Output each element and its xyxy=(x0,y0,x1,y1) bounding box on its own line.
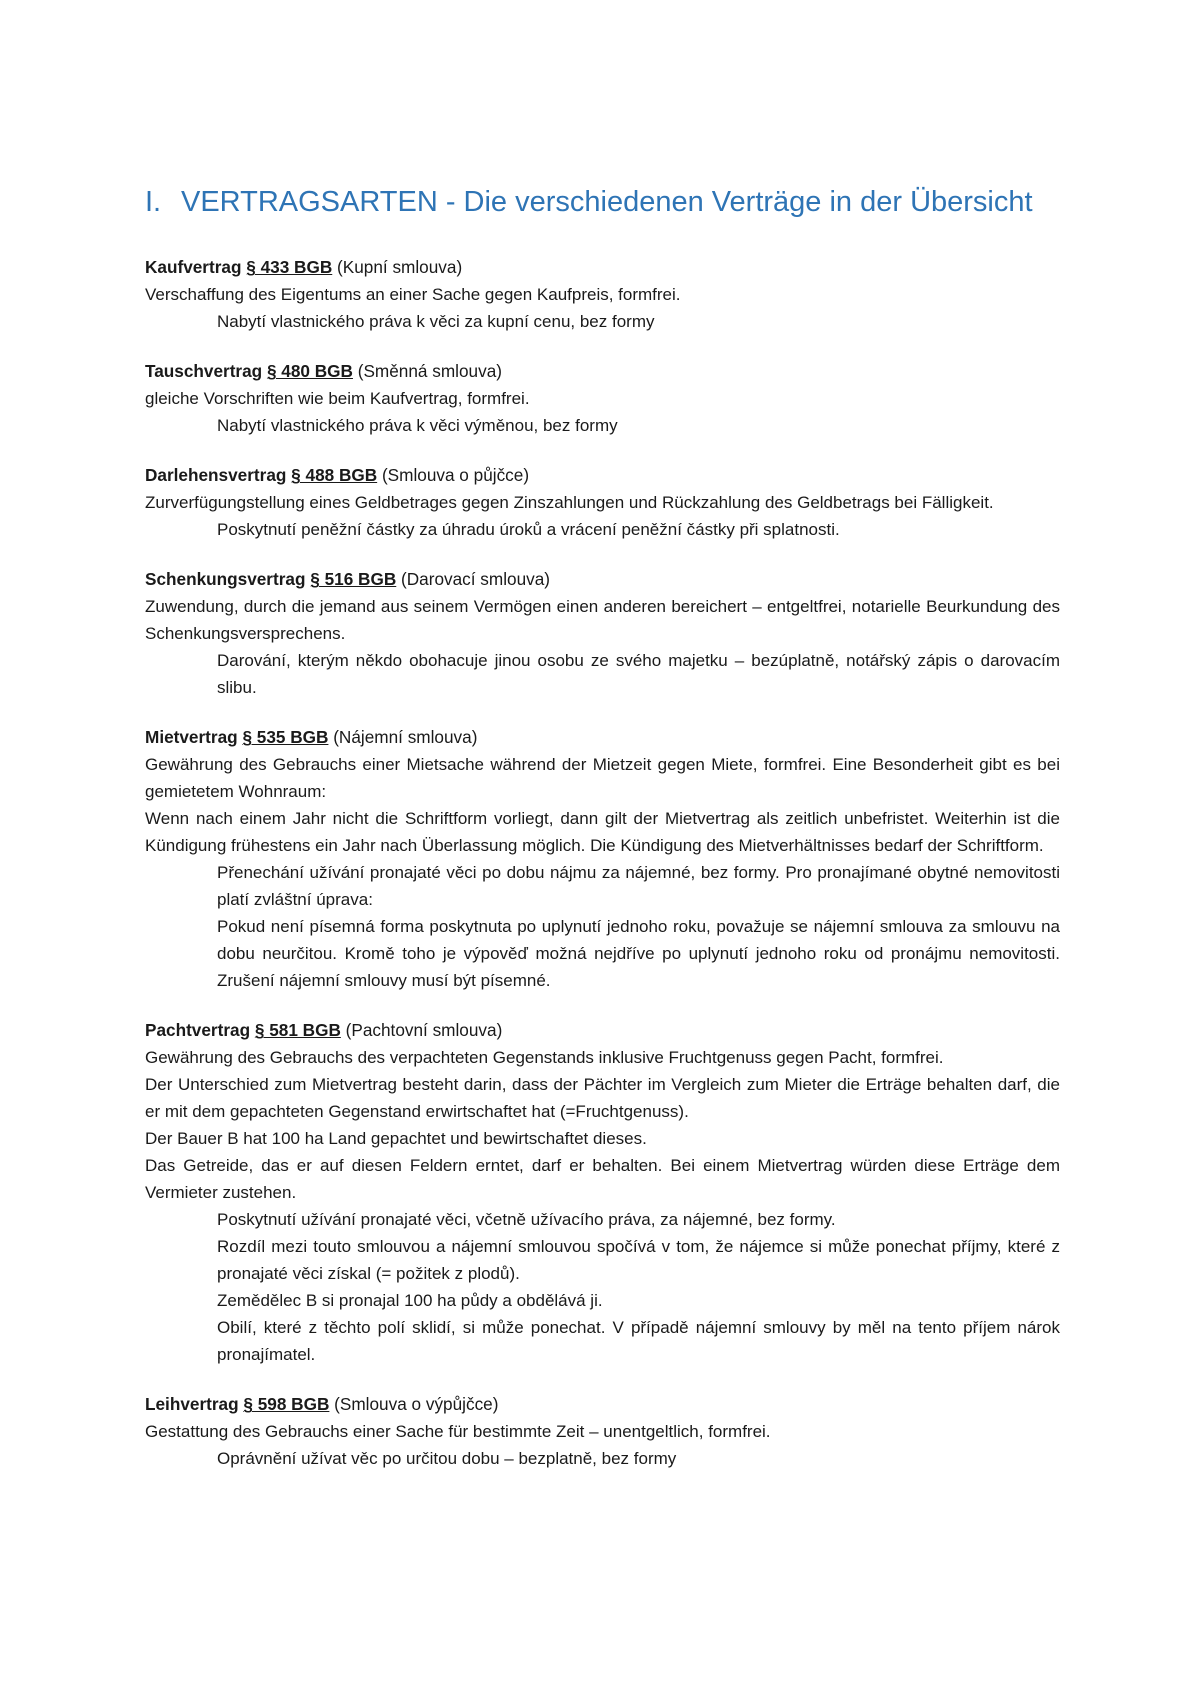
german-description: Gewährung des Gebrauchs des verpachteten Gegenstands inklusive Fruchtgenuss gegen Pacht, formfrei. xyxy=(145,1048,944,1067)
contract-section xyxy=(145,724,1060,994)
contract-name: Tauschvertrag xyxy=(145,361,263,381)
german-description: Das Getreide, das er auf diesen Feldern erntet, darf er behalten. Bei einem Mietvertrag würden diese Erträge dem Vermieter zustehen. xyxy=(145,1156,1060,1202)
czech-translation: Poskytnutí užívání pronajaté věci, včetně užívacího práva, za nájemné, bez formy. xyxy=(217,1210,836,1229)
contract-section xyxy=(145,1017,1060,1368)
bgb-reference: § 488 BGB xyxy=(291,465,378,485)
bgb-reference: § 516 BGB xyxy=(310,569,397,589)
czech-contract-name: (Pachtovní smlouva) xyxy=(345,1020,503,1040)
czech-translation: Darování, kterým někdo obohacuje jinou osobu ze svého majetku – bezúplatně, notářský zápis o darovacím slibu. xyxy=(217,651,1060,697)
czech-contract-name: (Darovací smlouva) xyxy=(401,569,551,589)
chapter-number: I. xyxy=(145,186,162,218)
bgb-reference: § 535 BGB xyxy=(242,727,329,747)
contract-section xyxy=(145,566,1060,701)
german-description: Zurverfügungstellung eines Geldbetrages gegen Zinszahlungen und Rückzahlung des Geldbetrags bei Fälligkeit. xyxy=(145,493,994,512)
contract-sections xyxy=(145,254,1060,1472)
czech-contract-name: (Smlouva o výpůjčce) xyxy=(334,1394,499,1414)
czech-contract-name: (Smlouva o půjčce) xyxy=(381,465,530,485)
czech-contract-name: (Kupní smlouva) xyxy=(337,257,463,277)
german-description: Gestattung des Gebrauchs einer Sache für bestimmte Zeit – unentgeltlich, formfrei. xyxy=(145,1422,771,1441)
german-description: Wenn nach einem Jahr nicht die Schriftform vorliegt, dann gilt der Mietvertrag als zeitlich unbefristet. Weiterhin ist die Kündigung frühestens ein Jahr nach Überlassung möglich. Die Kündigung des Mietverhältnisses bedarf der Schriftform. xyxy=(145,809,1060,855)
czech-translation: Oprávnění užívat věc po určitou dobu – bezplatně, bez formy xyxy=(217,1449,677,1468)
contract-name: Schenkungsvertrag xyxy=(145,569,306,589)
german-description: Der Bauer B hat 100 ha Land gepachtet und bewirtschaftet dieses. xyxy=(145,1129,647,1148)
bgb-reference: § 581 BGB xyxy=(254,1020,341,1040)
contract-name: Darlehensvertrag xyxy=(145,465,287,485)
bgb-reference: § 480 BGB xyxy=(266,361,353,381)
german-description: gleiche Vorschriften wie beim Kaufvertrag, formfrei. xyxy=(145,389,530,408)
section-title xyxy=(145,724,1060,751)
section-title xyxy=(145,462,1060,489)
german-description: Gewährung des Gebrauchs einer Mietsache während der Mietzeit gegen Miete, formfrei. Eine Besonderheit gibt es bei gemietetem Wohnraum: xyxy=(145,755,1060,801)
german-description: Der Unterschied zum Mietvertrag besteht darin, dass der Pächter im Vergleich zum Mieter die Erträge behalten darf, die er mit dem gepachteten Gegenstand erwirtschaftet hat (=Fruchtgenuss). xyxy=(145,1075,1060,1121)
section-title xyxy=(145,1017,1060,1044)
section-title xyxy=(145,566,1060,593)
czech-translation: Poskytnutí peněžní částky za úhradu úroků a vrácení peněžní částky při splatnosti. xyxy=(217,520,840,539)
german-description: Zuwendung, durch die jemand aus seinem Vermögen einen anderen bereichert – entgeltfrei, notarielle Beurkundung des Schenkungsversprechens. xyxy=(145,597,1060,643)
german-description: Verschaffung des Eigentums an einer Sache gegen Kaufpreis, formfrei. xyxy=(145,285,681,304)
section-title xyxy=(145,358,1060,385)
contract-section xyxy=(145,1391,1060,1472)
section-title xyxy=(145,1391,1060,1418)
contract-name: Kaufvertrag xyxy=(145,257,242,277)
czech-translation: Obilí, které z těchto polí sklidí, si může ponechat. V případě nájemní smlouvy by měl na tento příjem nárok pronajímatel. xyxy=(217,1318,1060,1364)
czech-translation: Přenechání užívání pronajaté věci po dobu nájmu za nájemné, bez formy. Pro pronajímané obytné nemovitosti platí zvláštní úprava: xyxy=(217,863,1060,909)
contract-section xyxy=(145,358,1060,439)
contract-section xyxy=(145,462,1060,543)
contract-name: Mietvertrag xyxy=(145,727,238,747)
czech-translation: Nabytí vlastnického práva k věci výměnou, bez formy xyxy=(217,416,618,435)
czech-contract-name: (Směnná smlouva) xyxy=(357,361,502,381)
chapter-heading xyxy=(145,182,1060,222)
czech-contract-name: (Nájemní smlouva) xyxy=(333,727,478,747)
chapter-title: VERTRAGSARTEN - Die verschiedenen Verträge in der Übersicht xyxy=(181,186,1033,218)
contract-section xyxy=(145,254,1060,335)
czech-translation: Rozdíl mezi touto smlouvou a nájemní smlouvou spočívá v tom, že nájemce si může ponechat příjmy, které z pronajaté věci získal (= požitek z plodů). xyxy=(217,1237,1060,1283)
contract-name: Pachtvertrag xyxy=(145,1020,251,1040)
bgb-reference: § 598 BGB xyxy=(243,1394,330,1414)
section-title xyxy=(145,254,1060,281)
contract-name: Leihvertrag xyxy=(145,1394,239,1414)
czech-translation: Nabytí vlastnického práva k věci za kupní cenu, bez formy xyxy=(217,312,655,331)
bgb-reference: § 433 BGB xyxy=(246,257,333,277)
czech-translation: Zemědělec B si pronajal 100 ha půdy a obdělává ji. xyxy=(217,1291,603,1310)
czech-translation: Pokud není písemná forma poskytnuta po uplynutí jednoho roku, považuje se nájemní smlouva za smlouvu na dobu neurčitou. Kromě toho je výpověď možná nejdříve po uplynutí jednoho roku od pronájmu nemovitosti. Zrušení nájemní smlouvy musí být písemné. xyxy=(217,917,1060,990)
